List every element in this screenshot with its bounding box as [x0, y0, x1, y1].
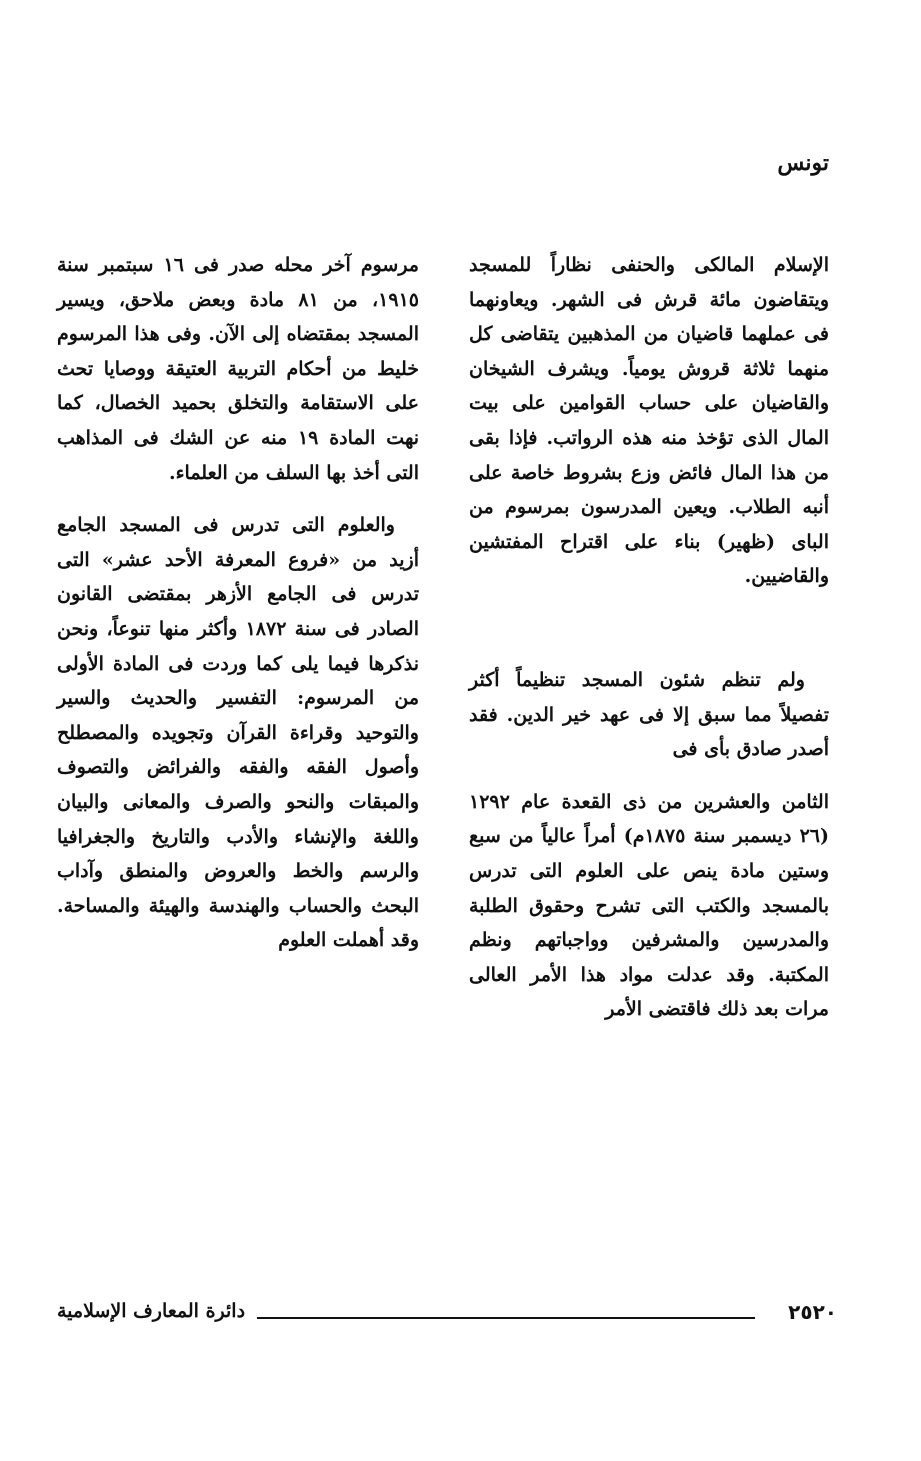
footer-divider — [257, 1317, 755, 1319]
right-paragraph-2: ولم تنظم شئون المسجد تنظيماً أكثر تفصيلاً مما سبق إلا فى عهد خير الدين. فقد أصدر صادق بأى فى — [469, 668, 829, 761]
right-paragraph-3: الثامن والعشرين من ذى القعدة عام ١٢٩٢ (٢٦ ديسمبر سنة ١٨٧٥م) أمراً عالياً من سبع وستين مادة ينص على العلوم التى تدرس بالمسجد والكتب التى تشرح وحقوق الطلبة والمدرسين والمشرفين وواجباتهم ونظم المكتبة. وقد عدلت مواد هذا الأمر العالى مرات بعد ذلك فاقتضى الأمر — [469, 790, 829, 1021]
left-column — [57, 248, 419, 958]
right-column — [469, 248, 829, 1027]
running-head: تونس — [777, 150, 829, 176]
right-paragraph-1: الإسلام المالكى والحنفى نظاراً للمسجد ويتقاضون مائة قرش فى الشهر. ويعاونهما فى عملهما قاضيان من المذهبين يتقاضى كل منهما ثلاثة قروش يومياً. ويشرف الشيخان والقاضيان على حساب القوامين على بيت المال الذى تؤخذ منه هذه الرواتب. فإذا بقى من هذا المال فائض وزع بشروط خاصة على أنبه الطلاب. ويعين المدرسون بمرسوم من الباى (ظهير) بناء على اقتراح المفتشين والقاضيين. — [469, 254, 829, 588]
page-number: ٢٥٢٠ — [788, 1300, 837, 1324]
page-footer — [57, 1300, 837, 1334]
left-paragraph-2: والعلوم التى تدرس فى المسجد الجامع أزيد من «فروع المعرفة الأحد عشر» التى تدرس فى الجامع الأزهر بمقتضى القانون الصادر فى سنة ١٨٧٢ وأكثر منها تنوعاً، ونحن نذكرها فيما يلى كما وردت فى المادة الأولى من المرسوم: التفسير والحديث والسير والتوحيد وقراءة القرآن وتجويده والمصطلح وأصول الفقه والفقه والفرائض والتصوف والمبقات والنحو والصرف والمعانى والبيان واللغة والإنشاء والأدب والتاريخ والجغرافيا والرسم والخط والعروض والمنطق وآداب البحث والحساب والهندسة والهيئة والمساحة. وقد أهملت العلوم — [57, 514, 419, 952]
publication-title: دائرة المعارف الإسلامية — [57, 1300, 246, 1322]
left-paragraph-1: مرسوم آخر محله صدر فى ١٦ سبتمبر سنة ١٩١٥، من ٨١ مادة وبعض ملاحق، ويسير المسجد بمقتضاه إلى الآن. وفى هذا المرسوم خليط من أحكام التربية العتيقة ووصايا تحث على الاستقامة والتخلق بحميد الخصال، كما نهت المادة ١٩ منه عن الشك فى المذاهب التى أخذ بها السلف من العلماء. — [57, 254, 419, 484]
